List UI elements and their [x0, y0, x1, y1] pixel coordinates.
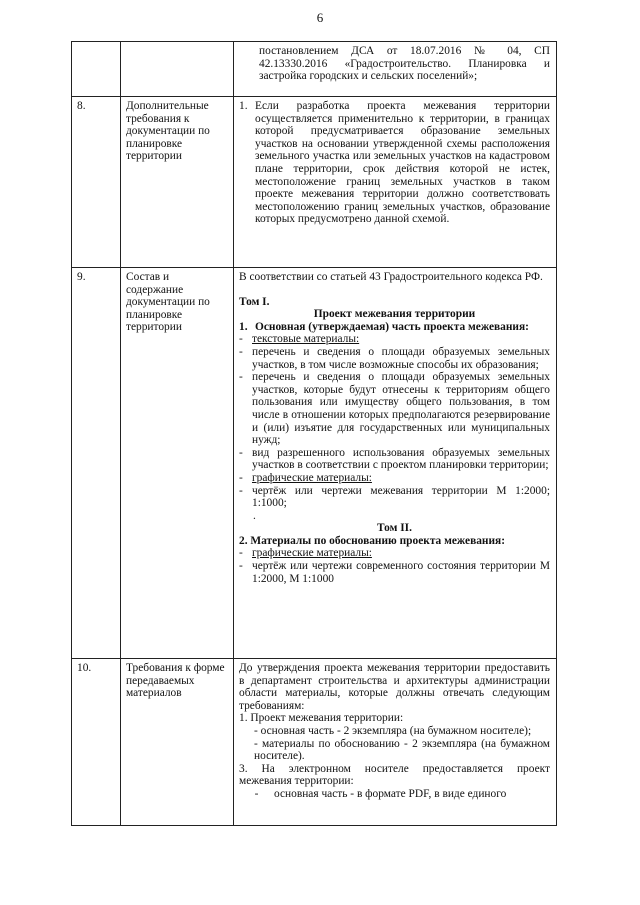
- item-1: 1. Проект межевания территории:: [239, 712, 404, 725]
- row-content: [234, 268, 557, 659]
- row-number: 8.: [72, 97, 121, 268]
- graphic-materials-label: графические материалы:: [252, 471, 372, 484]
- part-2-heading: 2. Материалы по обоснованию проекта межевания:: [239, 534, 506, 547]
- page-number: 6: [316, 10, 324, 25]
- part-1-heading: [239, 321, 550, 334]
- cell-num: [72, 42, 121, 97]
- dash-marker: -: [239, 446, 243, 459]
- list-item-text: чертёж или чертежи современного состояния территории М 1:2000, М 1:1000: [252, 560, 550, 585]
- cell-content: [234, 42, 557, 97]
- list-item-text: перечень и сведения о площади образуемых земельных участков, в том числе возможные способы их образования;: [252, 345, 550, 371]
- stray-mark: .: [253, 509, 256, 522]
- dash-marker: -: [239, 345, 243, 358]
- list-item: [239, 560, 550, 585]
- requirements-table: [71, 41, 557, 826]
- row-number: 9.: [72, 268, 121, 659]
- row-content: [234, 97, 557, 268]
- item-text: Если разработка проекта межевания территории осуществляется применительно к территории, в границах которой предусматривается образование земельных участков на основании утвержденной схемы расположения земельного участка или земельных участков на кадастровом плане территории, срок действия которой не истек, местоположение границ земельных участков в таком проекте межевания территории должно соответствовать местоположению границ земельных участков, образование которых предусмотрено данной схемой.: [255, 100, 550, 226]
- volume-1-heading: Том I.: [239, 295, 270, 308]
- item-marker: 1.: [239, 100, 248, 112]
- dash-marker: -: [239, 371, 243, 384]
- list-item-text: чертёж или чертежи межевания территории М 1:2000; 1:1000;: [252, 484, 550, 510]
- intro-text: До утверждения проекта межевания территории предоставить в департамент строительства и архитектуры администрации области материалы, которые должны отвечать следующим требованиям:: [239, 662, 550, 712]
- list-item-text: вид разрешенного использования образуемых земельных участков в соответствии с проектом планировки территории;: [252, 446, 550, 472]
- project-title: Проект межевания территории: [313, 308, 476, 321]
- volume-2-heading: Том II.: [377, 522, 412, 535]
- text-materials-label: текстовые материалы:: [252, 333, 360, 346]
- list-item: [239, 485, 550, 510]
- item-1a: - основная часть - 2 экземпляра (на бумажном носителе);: [254, 724, 532, 737]
- dash-marker: -: [239, 333, 243, 346]
- graphic-materials-label: графические материалы:: [252, 547, 372, 560]
- dash-marker: -: [239, 471, 243, 484]
- dash-marker: -: [254, 787, 259, 800]
- list-item: [239, 447, 550, 472]
- list-item: [239, 333, 550, 346]
- cell-title: [121, 42, 234, 97]
- part-1-marker: 1.: [239, 320, 248, 333]
- dash-marker: -: [239, 560, 243, 573]
- table-row-9: [72, 268, 557, 659]
- row-title: Дополнительные требования к документации по планировке территории: [121, 97, 234, 268]
- list-item: [239, 547, 550, 560]
- item-3: 3. На электронном носителе предоставляется проект межевания территории:: [239, 762, 550, 788]
- row-number: 10.: [72, 659, 121, 826]
- dash-marker: -: [239, 547, 243, 560]
- dash-marker: -: [239, 484, 243, 497]
- continued-text: постановлением ДСА от 18.07.2016 № 04, СП 42.13330.2016 «Градостроительство. Планировка и застройка городских и сельских поселений»;: [259, 45, 550, 83]
- list-item-text: основная часть - в формате PDF, в виде единого: [274, 787, 507, 800]
- list-item: [239, 346, 550, 371]
- list-item-text: перечень и сведения о площади образуемых земельных участков, которые будут отнесены к территориям общего пользования или имуществу общего пользования, в том числе в отношении которых предполагаются резервирование и (или) изъятие для государственных или муниципальных нужд;: [252, 371, 550, 447]
- table-row-10: [72, 659, 557, 826]
- list-item: [239, 371, 550, 447]
- intro-text: В соответствии со статьей 43 Градостроительного кодекса РФ.: [239, 271, 543, 283]
- row-content: [234, 659, 557, 826]
- numbered-item: [239, 100, 550, 226]
- item-1b: - материалы по обоснованию - 2 экземпляра (на бумажном носителе).: [254, 737, 550, 763]
- row-title: Требования к форме передаваемых материалов: [121, 659, 234, 826]
- table-row-8: [72, 97, 557, 268]
- list-item: [239, 472, 550, 485]
- table-row-continued: [72, 42, 557, 97]
- row-title: Состав и содержание документации по планировке территории: [121, 268, 234, 659]
- part-1-text: Основная (утверждаемая) часть проекта межевания:: [255, 320, 529, 333]
- list-item: [239, 788, 550, 801]
